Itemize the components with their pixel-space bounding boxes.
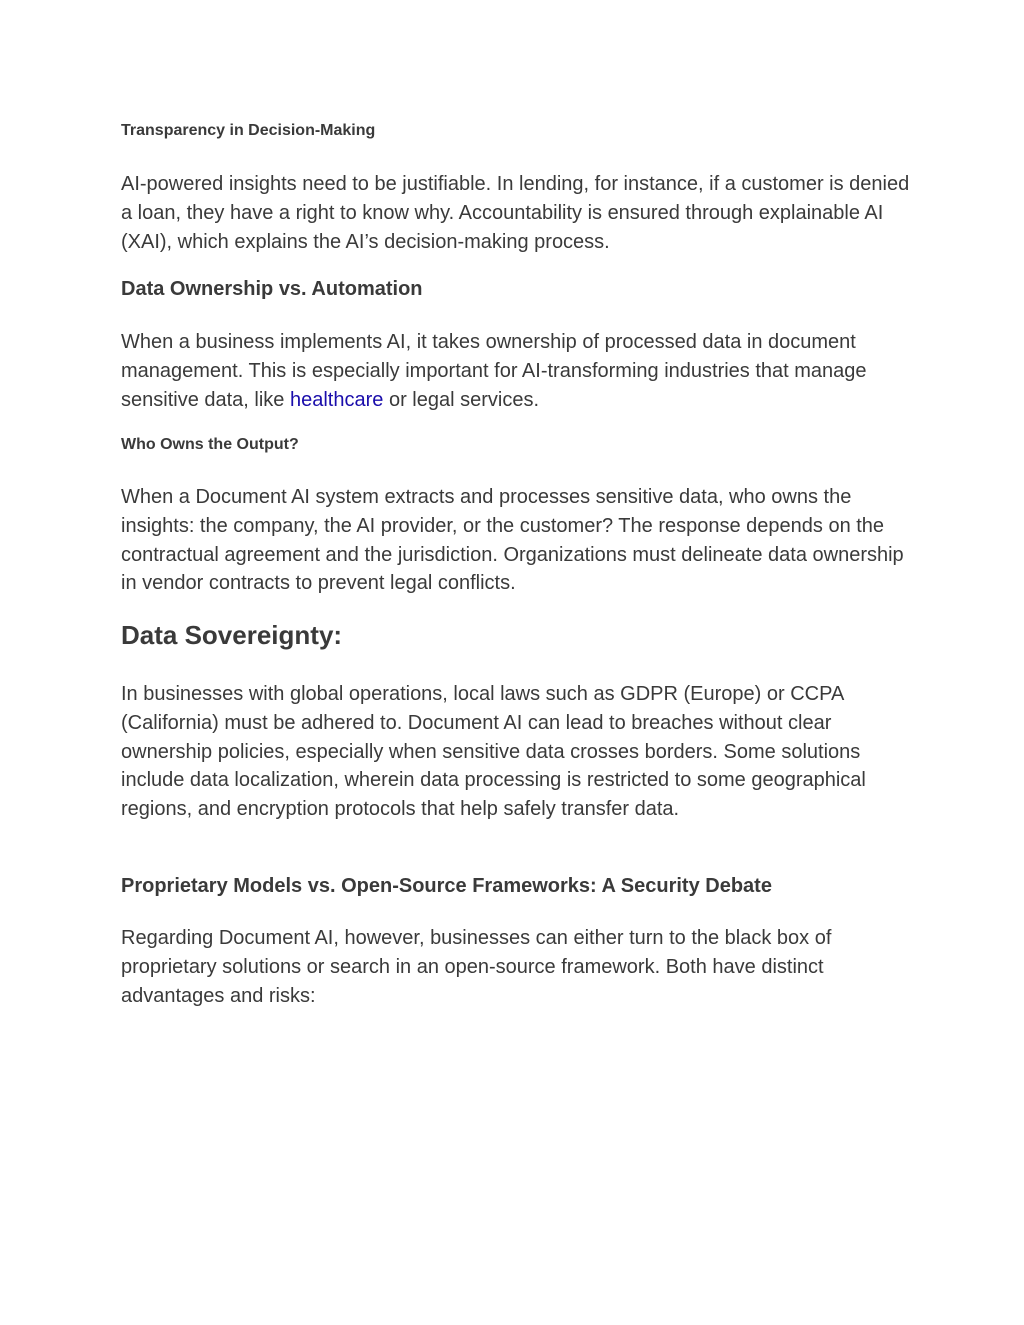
output-paragraph: When a Document AI system extracts and processes sensitive data, who owns the insights: the company, the AI provider, or the customer? The response depends on the contractual agreement and the jurisdiction. Organizations must delineate data ownership in vendor contracts to prevent legal conflicts. <box>121 486 904 595</box>
models-heading: Proprietary Models vs. Open-Source Frameworks: A Security Debate <box>121 875 772 897</box>
ownership-paragraph <box>121 328 911 414</box>
sovereignty-paragraph: In businesses with global operations, local laws such as GDPR (Europe) or CCPA (California) must be adhered to. Document AI can lead to breaches without clear ownership policies, especially when sensitive data crosses borders. Some solutions include data localization, wherein data processing is restricted to some geographical regions, and encryption protocols that help safely transfer data. <box>121 683 866 821</box>
output-heading: Who Owns the Output? <box>121 436 299 453</box>
transparency-heading: Transparency in Decision-Making <box>121 122 376 139</box>
sovereignty-heading: Data Sovereignty: <box>121 620 343 650</box>
models-paragraph: Regarding Document AI, however, businesses can either turn to the black box of proprietary solutions or search in an open-source framework. Both have distinct advantages and risks: <box>121 927 832 1007</box>
healthcare-link[interactable]: healthcare <box>289 388 384 411</box>
ownership-text-after: or legal services. <box>383 388 540 411</box>
ownership-heading: Data Ownership vs. Automation <box>121 278 423 300</box>
ownership-text-before: When a business implements AI, it takes ownership of processed data in document management. This is especially important for AI-transforming industries that manage sensitive data, like <box>121 331 867 411</box>
transparency-paragraph: AI-powered insights need to be justifiable. In lending, for instance, if a customer is denied a loan, they have a right to know why. Accountability is ensured through explainable AI (XAI), which explains the AI’s decision-making process. <box>121 173 910 253</box>
